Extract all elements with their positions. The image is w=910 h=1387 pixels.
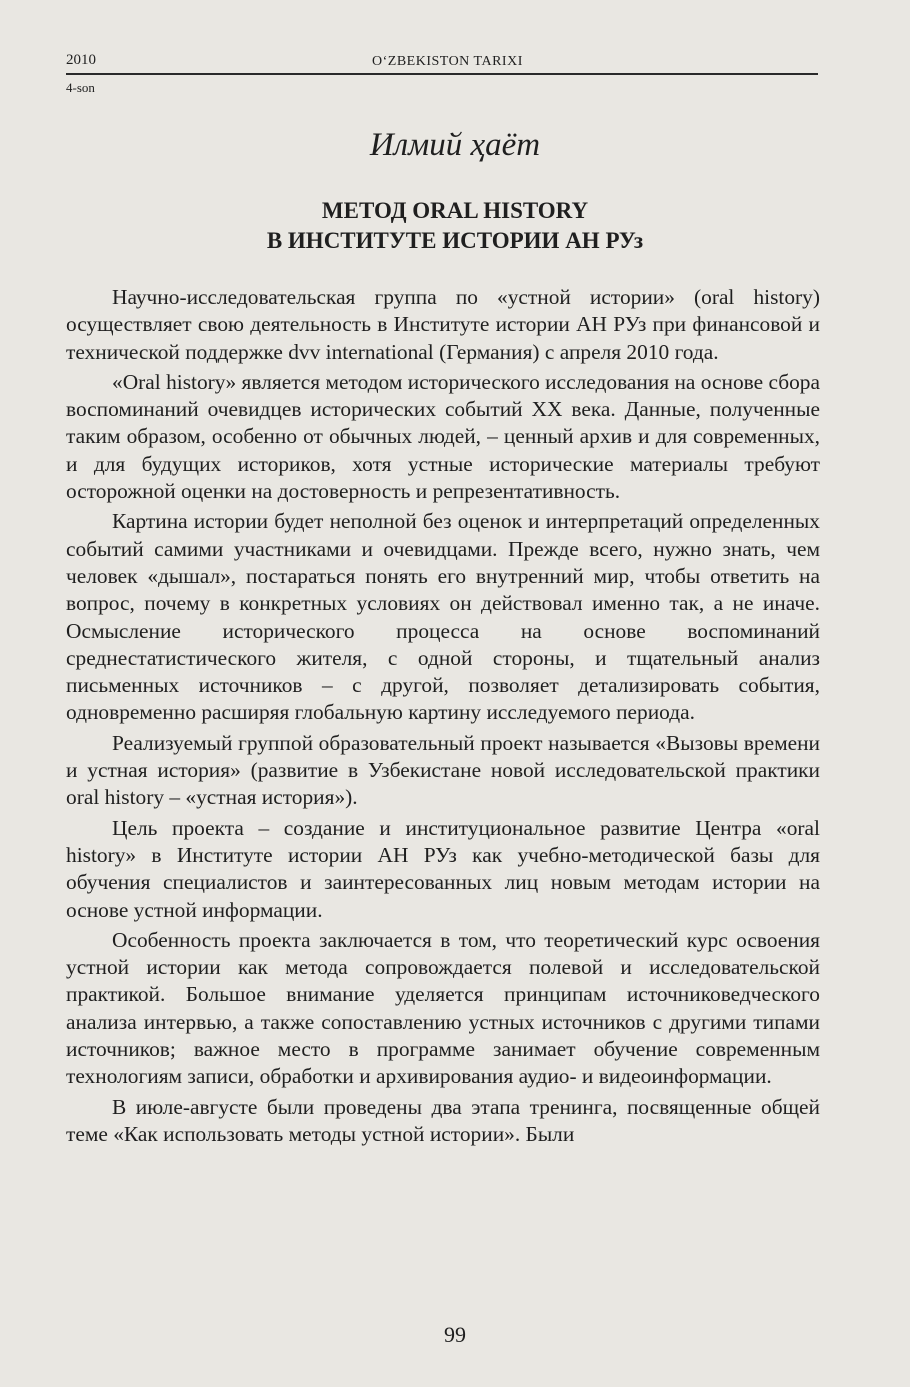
paragraph: В июле-августе были проведены два этапа тренинга, посвященные общей теме «Как использовать методы устной истории». Были xyxy=(66,1094,820,1146)
section-title: Илмий ҳаёт xyxy=(369,127,541,163)
paragraph: «Oral history» является методом исторического исследования на основе сбора воспоминаний очевидцев исторических событий XX века. Данные, полученные таким образом, особенно от обычных людей, – ценный архив и для современных, и для будущих историков, хотя устные исторические материалы требуют осторожной оценки на достоверность и репрезентативность. xyxy=(66,369,820,504)
article-title-line-2: В ИНСТИТУТЕ ИСТОРИИ АН РУз xyxy=(266,228,644,253)
header-year: 2010 xyxy=(66,52,96,68)
paragraph: Научно-исследовательская группа по «устной истории» (oral history) осуществляет свою деятельность в Институте истории АН РУз при финансовой и технической поддержке dvv international (Германия) с апреля 2010 года. xyxy=(66,285,820,364)
paragraph: Реализуемый группой образовательный проект называется «Вызовы времени и устная история» (развитие в Узбекистане новой исследовательской практики oral history – «устная история»). xyxy=(66,730,820,810)
paragraph: Особенность проекта заключается в том, что теоретический курс освоения устной истории как метода сопровождается полевой и исследовательской практикой. Большое внимание уделяется принципам источниковедческого анализа интервью, а также сопоставлению устных источников с другими типами источников; важное место в программе занимает обучение современным технологиям записи, обработки и архивирования аудио- и видеоинформации. xyxy=(66,927,820,1089)
header-issue: 4-son xyxy=(66,80,95,95)
paragraph: Цель проекта – создание и институциональное развитие Центра «oral history» в Институте истории АН РУз как учебно-методической базы для обучения специалистов и заинтересованных лиц новым методам истории на основе устной информации. xyxy=(66,815,820,922)
article-body xyxy=(66,284,820,1151)
header-journal-title: O‘ZBEKISTON TARIXI xyxy=(372,54,523,69)
header-rule xyxy=(66,73,818,75)
page-number: 99 xyxy=(444,1322,466,1347)
paragraph: Картина истории будет неполной без оценок и интерпретаций определенных событий самими участниками и очевидцами. Прежде всего, нужно знать, чем человек «дышал», постараться понять его внутренний мир, чтобы ответить на вопрос, почему в конкретных условиях он действовал именно так, а не иначе. Осмысление исторического процесса на основе воспоминаний среднестатистического жителя, с одной стороны, и тщательный анализ письменных источников – с другой, позволяет детализировать события, одновременно расширяя глобальную картину исследуемого периода. xyxy=(66,509,820,725)
article-title-line-1: МЕТОД ORAL HISTORY xyxy=(321,198,589,223)
